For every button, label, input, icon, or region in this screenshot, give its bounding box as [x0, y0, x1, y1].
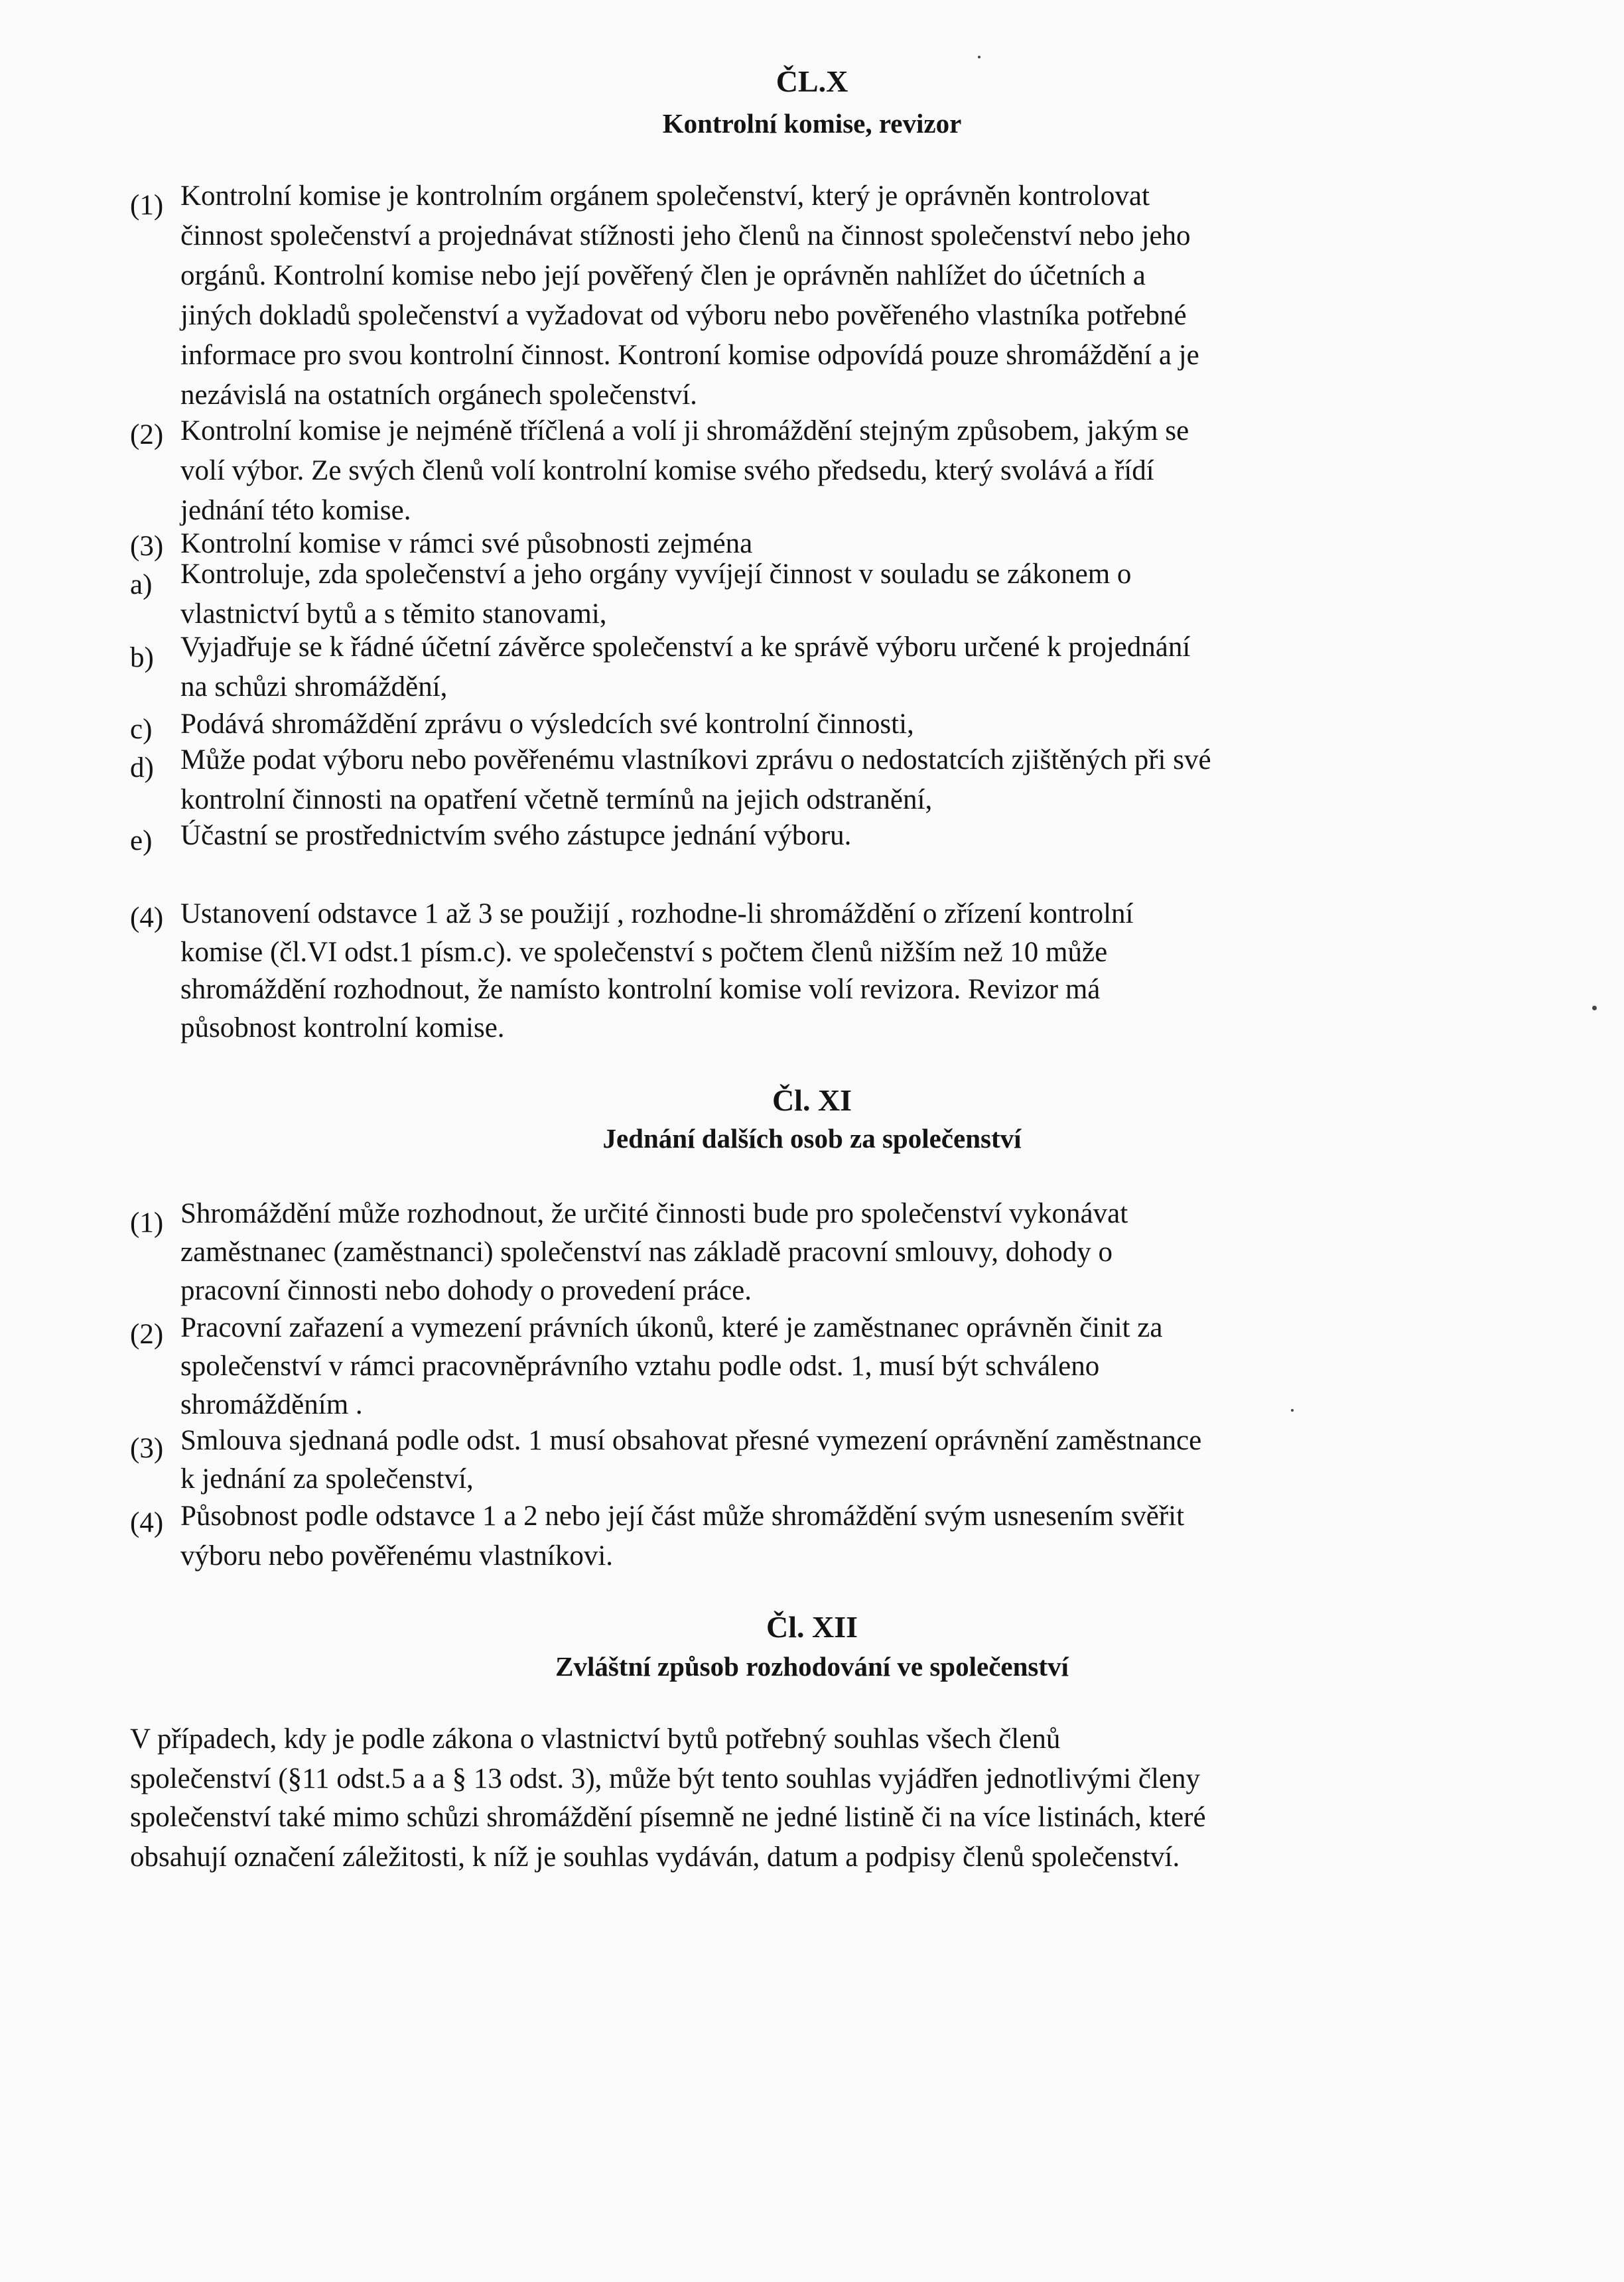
- list-marker: a): [130, 569, 153, 600]
- paragraph-line: shromáždění rozhodnout, že namísto kontrolní komise volí revizora. Revizor má: [180, 974, 1101, 1005]
- list-marker: e): [130, 825, 153, 856]
- article-title: Jednání dalších osob za společenství: [602, 1123, 1022, 1154]
- paragraph-line: nezávislá na ostatních orgánech společenství.: [180, 379, 697, 411]
- article-number: Čl. XII: [766, 1610, 858, 1644]
- paragraph-line: k jednání za společenství,: [180, 1463, 474, 1495]
- scan-speck: [1592, 1006, 1597, 1010]
- paragraph-line: jednání této komise.: [180, 495, 411, 526]
- list-item-line: Vyjadřuje se k řádné účetní závěrce společenství a ke správě výboru určené k projednání: [180, 632, 1191, 663]
- paragraph-line: volí výbor. Ze svých členů volí kontrolní komise svého předsedu, který svolává a řídí: [180, 455, 1154, 486]
- list-item-line: vlastnictví bytů a s těmito stanovami,: [180, 598, 607, 630]
- paragraph-line: Shromáždění může rozhodnout, že určité činnosti bude pro společenství vykonávat: [180, 1198, 1128, 1229]
- paragraph-marker: (2): [130, 419, 164, 450]
- paragraph-marker: (4): [130, 1507, 164, 1538]
- paragraph-marker: (3): [130, 531, 164, 562]
- paragraph-line: působnost kontrolní komise.: [180, 1012, 505, 1043]
- paragraph-line: společenství (§11 odst.5 a a § 13 odst. 3), může být tento souhlas vyjádřen jednotlivými členy: [130, 1763, 1201, 1794]
- list-item-line: kontrolní činnosti na opatření včetně termínů na jejich odstranění,: [180, 784, 933, 815]
- paragraph-line: Pracovní zařazení a vymezení právních úkonů, které je zaměstnanec oprávněn činit za: [180, 1312, 1163, 1343]
- list-marker: c): [130, 714, 153, 745]
- paragraph-line: pracovní činnosti nebo dohody o provedení práce.: [180, 1275, 752, 1306]
- list-marker: b): [130, 642, 154, 673]
- list-item-line: Podává shromáždění zprávu o výsledcích své kontrolní činnosti,: [180, 708, 914, 740]
- paragraph-line: Smlouva sjednaná podle odst. 1 musí obsahovat přesné vymezení oprávnění zaměstnance: [180, 1425, 1202, 1456]
- paragraph-marker: (3): [130, 1433, 164, 1464]
- paragraph-line: obsahují označení záležitosti, k níž je souhlas vydáván, datum a podpisy členů společenství.: [130, 1842, 1180, 1873]
- paragraph-line: zaměstnanec (zaměstnanci) společenství nas základě pracovní smlouvy, dohody o: [180, 1237, 1113, 1268]
- list-item-line: Kontroluje, zda společenství a jeho orgány vyvíjejí činnost v souladu se zákonem o: [180, 559, 1132, 590]
- scan-speck: [978, 56, 981, 58]
- paragraph-line: Kontrolní komise v rámci své působnosti zejména: [180, 528, 753, 559]
- scan-speck: [1291, 1409, 1294, 1412]
- article-number: ČL.X: [776, 64, 848, 98]
- list-marker: d): [130, 752, 154, 783]
- paragraph-line: jiných dokladů společenství a vyžadovat od výboru nebo pověřeného vlastníka potřebné: [180, 300, 1187, 331]
- paragraph-line: Kontrolní komise je kontrolním orgánem společenství, který je oprávněn kontrolovat: [180, 180, 1150, 212]
- article-number: Čl. XI: [772, 1083, 852, 1117]
- list-item-line: na schůzi shromáždění,: [180, 671, 448, 703]
- paragraph-line: Kontrolní komise je nejméně tříčlená a volí ji shromáždění stejným způsobem, jakým se: [180, 415, 1189, 446]
- paragraph-line: společenství v rámci pracovněprávního vztahu podle odst. 1, musí být schváleno: [180, 1351, 1100, 1382]
- paragraph-line: činnost společenství a projednávat stížnosti jeho členů na činnost společenství nebo jeho: [180, 220, 1191, 251]
- paragraph-line: Působnost podle odstavce 1 a 2 nebo její část může shromáždění svým usnesením svěřit: [180, 1501, 1185, 1532]
- paragraph-marker: (1): [130, 190, 164, 221]
- paragraph-line: informace pro svou kontrolní činnost. Kontroní komise odpovídá pouze shromáždění a je: [180, 340, 1199, 371]
- list-item-line: Může podat výboru nebo pověřenému vlastníkovi zprávu o nedostatcích zjištěných při své: [180, 744, 1211, 775]
- paragraph-line: Ustanovení odstavce 1 až 3 se použijí , rozhodne-li shromáždění o zřízení kontrolní: [180, 898, 1134, 929]
- paragraph-line: shromážděním .: [180, 1389, 363, 1420]
- paragraph-marker: (4): [130, 902, 164, 933]
- list-item-line: Účastní se prostřednictvím svého zástupce jednání výboru.: [180, 820, 852, 851]
- paragraph-line: výboru nebo pověřenému vlastníkovi.: [180, 1540, 614, 1572]
- paragraph-marker: (1): [130, 1207, 164, 1239]
- paragraph-line: orgánů. Kontrolní komise nebo její pověřený člen je oprávněn nahlížet do účetních a: [180, 260, 1146, 291]
- paragraph-line: komise (čl.VI odst.1 písm.c). ve společenství s počtem členů nižším než 10 může: [180, 937, 1108, 968]
- paragraph-line: V případech, kdy je podle zákona o vlastnictví bytů potřebný souhlas všech členů: [130, 1723, 1061, 1755]
- article-title: Zvláštní způsob rozhodování ve společenství: [555, 1651, 1069, 1682]
- paragraph-line: společenství také mimo schůzi shromáždění písemně ne jedné listině či na více listinách, které: [130, 1802, 1206, 1833]
- article-title: Kontrolní komise, revizor: [662, 108, 962, 139]
- paragraph-marker: (2): [130, 1319, 164, 1350]
